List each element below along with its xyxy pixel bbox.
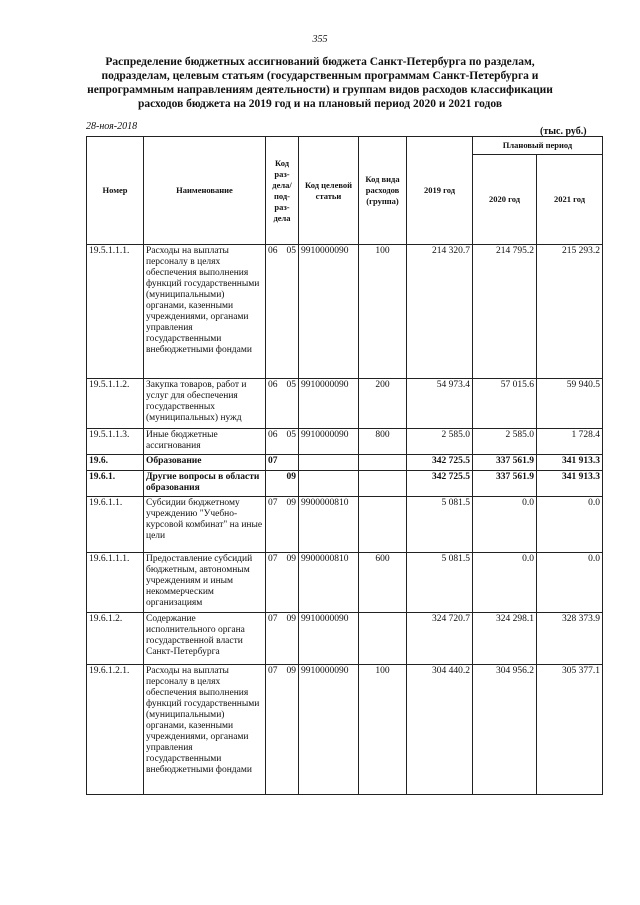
table-row — [87, 455, 603, 471]
row-section-code: 07 09 — [266, 665, 299, 795]
table-row — [87, 613, 603, 665]
row-2021-value: 59 940.5 — [537, 379, 603, 429]
row-2020-value: 0.0 — [473, 497, 537, 553]
row-name: Расходы на выплаты персоналу в целях обеспечения выполнения функций государственными (муниципальными) органами, казенными учреждениями, органами управления государственными внебюджетными фондами — [144, 245, 266, 379]
row-expense-type: 600 — [359, 553, 407, 613]
row-2020-value: 337 561.9 — [473, 455, 537, 471]
row-number: 19.6.1.1. — [87, 497, 144, 553]
row-2021-value: 1 728.4 — [537, 429, 603, 455]
row-2021-value: 305 377.1 — [537, 665, 603, 795]
row-2019-value: 304 440.2 — [407, 665, 473, 795]
row-2020-value: 2 585.0 — [473, 429, 537, 455]
row-2020-value: 214 795.2 — [473, 245, 537, 379]
row-number: 19.5.1.1.3. — [87, 429, 144, 455]
row-2019-value: 324 720.7 — [407, 613, 473, 665]
row-target-code: 9910000090 — [299, 613, 359, 665]
row-2020-value: 304 956.2 — [473, 665, 537, 795]
row-number: 19.6. — [87, 455, 144, 471]
table-row — [87, 553, 603, 613]
table-row — [87, 379, 603, 429]
row-section-code: 07 09 — [266, 497, 299, 553]
row-target-code: 9900000810 — [299, 553, 359, 613]
row-2021-value: 0.0 — [537, 497, 603, 553]
table-row — [87, 429, 603, 455]
row-name: Закупка товаров, работ и услуг для обеспечения государственных (муниципальных) нужд — [144, 379, 266, 429]
row-number: 19.6.1. — [87, 471, 144, 497]
row-2019-value: 342 725.5 — [407, 455, 473, 471]
budget-table — [86, 136, 603, 795]
row-expense-type — [359, 471, 407, 497]
row-2019-value: 214 320.7 — [407, 245, 473, 379]
row-2020-value: 337 561.9 — [473, 471, 537, 497]
header-section-code: Код раз-дела/ под-раз-дела — [266, 137, 299, 245]
row-2019-value: 5 081.5 — [407, 497, 473, 553]
row-name: Субсидии бюджетному учреждению "Учебно-курсовой комбинат" на иные цели — [144, 497, 266, 553]
row-section-code: 06 05 — [266, 429, 299, 455]
row-name: Предоставление субсидий бюджетным, автономным учреждениям и иным некоммерческим организациям — [144, 553, 266, 613]
row-2021-value: 341 913.3 — [537, 471, 603, 497]
row-number: 19.6.1.2.1. — [87, 665, 144, 795]
header-number: Номер — [87, 137, 144, 245]
row-number: 19.6.1.2. — [87, 613, 144, 665]
document-title: Распределение бюджетных ассигнований бюджета Санкт-Петербурга по разделам, подразделам, целевым статьям (государственным программам Санкт-Петербурга и непрограммным направлениям деятельности) и группам видов расходов классификации расходов бюджета на 2019 год и на плановый период 2020 и 2021 годов — [87, 56, 553, 110]
header-year-2019: 2019 год — [407, 137, 473, 245]
row-target-code — [299, 455, 359, 471]
row-2019-value: 54 973.4 — [407, 379, 473, 429]
row-section-code: 06 05 — [266, 379, 299, 429]
row-target-code: 9910000090 — [299, 429, 359, 455]
header-name: Наименование — [144, 137, 266, 245]
row-name: Иные бюджетные ассигнования — [144, 429, 266, 455]
row-2020-value: 324 298.1 — [473, 613, 537, 665]
row-number: 19.5.1.1.2. — [87, 379, 144, 429]
row-2020-value: 0.0 — [473, 553, 537, 613]
row-2019-value: 5 081.5 — [407, 553, 473, 613]
row-target-code — [299, 471, 359, 497]
header-planned-period: Плановый период — [473, 137, 603, 155]
row-2021-value: 328 373.9 — [537, 613, 603, 665]
document-date: 28-ноя-2018 — [86, 121, 138, 132]
table-row — [87, 497, 603, 553]
units-label: (тыс. руб.) — [540, 126, 587, 137]
row-name: Образование — [144, 455, 266, 471]
header-year-2020: 2020 год — [473, 155, 537, 245]
row-expense-type: 100 — [359, 245, 407, 379]
row-target-code: 9910000090 — [299, 379, 359, 429]
table-row — [87, 245, 603, 379]
row-expense-type: 100 — [359, 665, 407, 795]
row-name: Содержание исполнительного органа государственной власти Санкт-Петербурга — [144, 613, 266, 665]
row-number: 19.5.1.1.1. — [87, 245, 144, 379]
row-2021-value: 0.0 — [537, 553, 603, 613]
row-name: Другие вопросы в области образования — [144, 471, 266, 497]
row-2021-value: 341 913.3 — [537, 455, 603, 471]
row-2020-value: 57 015.6 — [473, 379, 537, 429]
header-expense-type-code: Код вида расходов (группа) — [359, 137, 407, 245]
row-2019-value: 342 725.5 — [407, 471, 473, 497]
row-expense-type: 200 — [359, 379, 407, 429]
row-expense-type — [359, 613, 407, 665]
row-expense-type: 800 — [359, 429, 407, 455]
row-name: Расходы на выплаты персоналу в целях обеспечения выполнения функций государственными (муниципальными) органами, казенными учреждениями, органами управления государственными внебюджетными фондами — [144, 665, 266, 795]
table-row — [87, 471, 603, 497]
row-2021-value: 215 293.2 — [537, 245, 603, 379]
row-target-code: 9910000090 — [299, 665, 359, 795]
row-number: 19.6.1.1.1. — [87, 553, 144, 613]
table-row — [87, 665, 603, 795]
row-section-code: 06 05 — [266, 245, 299, 379]
row-section-code: 07 09 — [266, 553, 299, 613]
header-target-code: Код целевой статьи — [299, 137, 359, 245]
row-2019-value: 2 585.0 — [407, 429, 473, 455]
row-section-code: 07 — [266, 455, 299, 471]
row-target-code: 9900000810 — [299, 497, 359, 553]
row-target-code: 9910000090 — [299, 245, 359, 379]
header-year-2021: 2021 год — [537, 155, 603, 245]
row-expense-type — [359, 455, 407, 471]
row-expense-type — [359, 497, 407, 553]
row-section-code: 09 — [266, 471, 299, 497]
page-number: 355 — [312, 34, 328, 45]
row-section-code: 07 09 — [266, 613, 299, 665]
